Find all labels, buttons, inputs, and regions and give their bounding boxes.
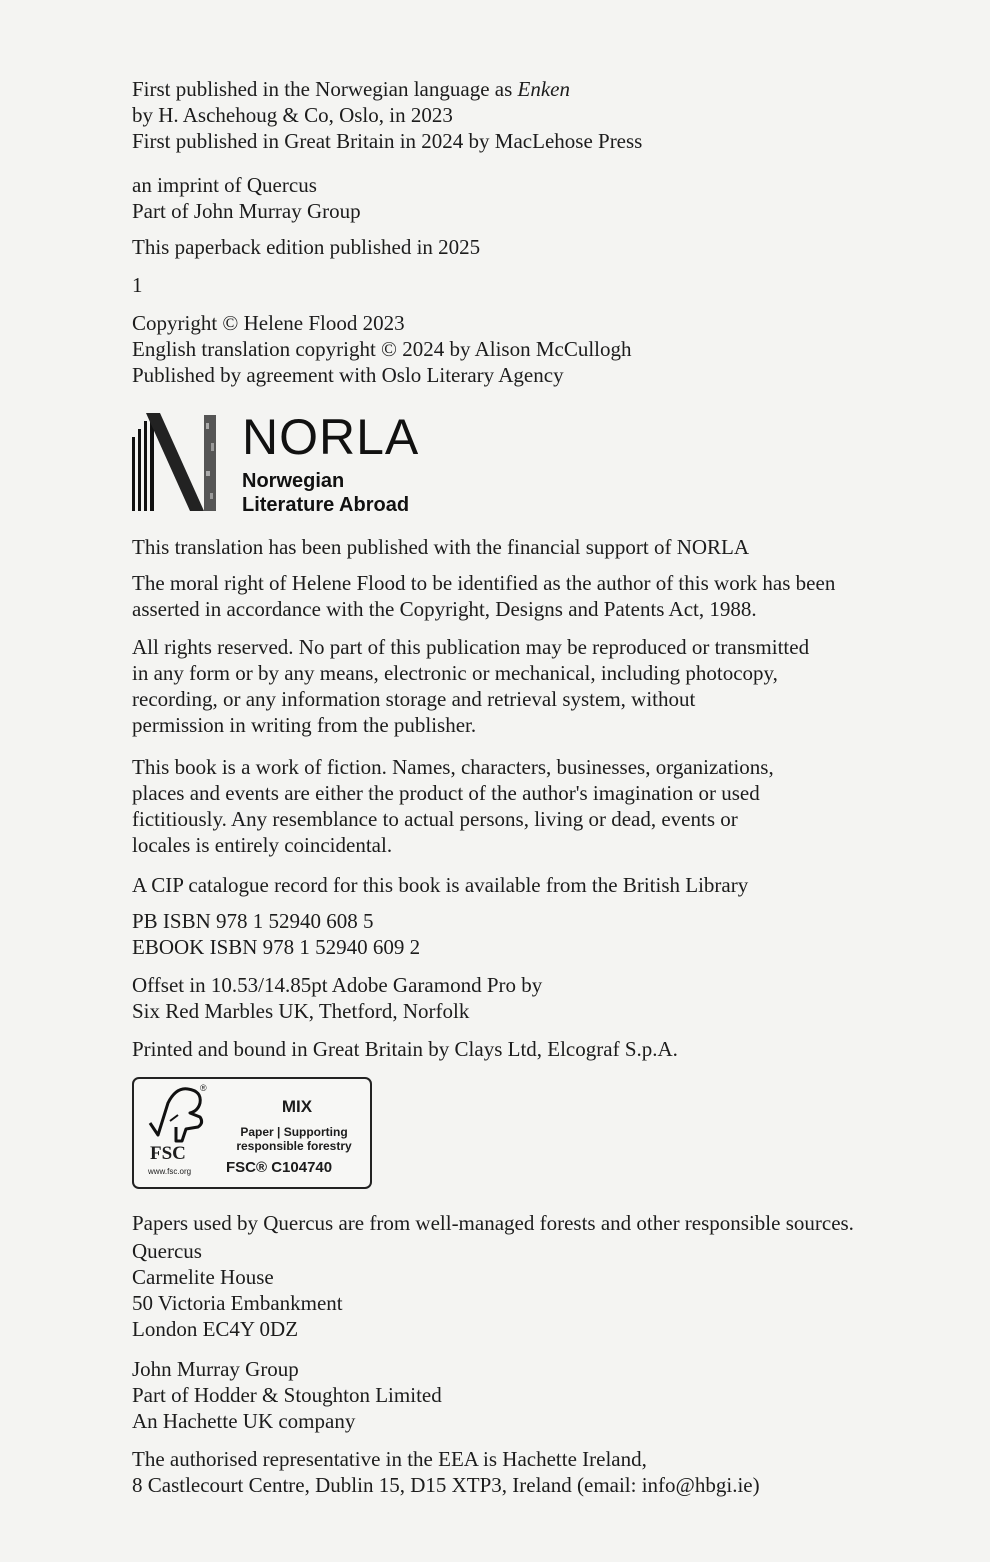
publication-line: First published in Great Britain in 2024 by MacLehose Press [132, 129, 643, 153]
norla-logo [132, 409, 432, 516]
translation-support: This translation has been published with the financial support of NORLA [132, 535, 750, 559]
address-line: 50 Victoria Embankment [132, 1291, 343, 1315]
eea-line: 8 Castlecourt Centre, Dublin 15, D15 XTP3, Ireland (email: info@hbgi.ie) [132, 1473, 760, 1497]
copyright-line: Copyright © Helene Flood 2023 [132, 311, 405, 335]
address-line: Quercus [132, 1239, 202, 1263]
printed-notice: Printed and bound in Great Britain by Clays Ltd, Elcograf S.p.A. [132, 1037, 678, 1061]
moral-right-line: asserted in accordance with the Copyright, Designs and Patents Act, 1988. [132, 597, 757, 621]
copyright-notice [132, 310, 632, 388]
rights-line: recording, or any information storage and retrieval system, without [132, 687, 696, 711]
fsc-label: FSC [150, 1143, 186, 1164]
imprint-line: Part of John Murray Group [132, 199, 361, 223]
fiction-line: This book is a work of fiction. Names, characters, businesses, organizations, [132, 755, 774, 779]
fsc-registered-mark: ® [200, 1083, 207, 1093]
cip-notice: A CIP catalogue record for this book is available from the British Library [132, 873, 749, 897]
fsc-description-line: Paper | Supporting [240, 1125, 348, 1139]
fsc-description [224, 1125, 364, 1153]
papers-notice: Papers used by Quercus are from well-managed forests and other responsible sources. [132, 1211, 854, 1235]
rights-line: All rights reserved. No part of this publication may be reproduced or transmitted [132, 635, 810, 659]
rights-reserved [132, 634, 809, 738]
original-title: Enken [517, 77, 570, 101]
group-info [132, 1356, 442, 1434]
fsc-code: FSC® C104740 [226, 1159, 333, 1176]
rights-line: permission in writing from the publisher. [132, 713, 477, 737]
quercus-address [132, 1238, 343, 1342]
isbn-line: PB ISBN 978 1 52940 608 5 [132, 909, 374, 933]
imprint [132, 172, 361, 224]
copyright-line: Published by agreement with Oslo Literary Agency [132, 363, 564, 387]
fiction-line: locales is entirely coincidental. [132, 833, 393, 857]
fsc-description-line: responsible forestry [236, 1139, 352, 1153]
fiction-line: fictitiously. Any resemblance to actual persons, living or dead, events or [132, 807, 738, 831]
group-line: An Hachette UK company [132, 1409, 356, 1433]
address-line: London EC4Y 0DZ [132, 1317, 299, 1341]
norla-wordmark: NORLA [242, 409, 420, 465]
eea-line: The authorised representative in the EEA is Hachette Ireland, [132, 1447, 647, 1471]
printing-number: 1 [132, 273, 143, 297]
group-line: Part of Hodder & Stoughton Limited [132, 1383, 442, 1407]
isbn-line: EBOOK ISBN 978 1 52940 609 2 [132, 935, 421, 959]
moral-right [132, 570, 835, 622]
publication-line: by H. Aschehoug & Co, Oslo, in 2023 [132, 103, 453, 127]
fiction-line: places and events are either the product of the author's imagination or used [132, 781, 760, 805]
publication-line: First published in the Norwegian language as [132, 77, 518, 101]
fsc-logo [132, 1077, 372, 1189]
moral-right-line: The moral right of Helene Flood to be identified as the author of this work has been [132, 571, 836, 595]
publication-history [132, 76, 642, 154]
group-line: John Murray Group [132, 1357, 299, 1381]
norla-subtitle-line: Literature Abroad [242, 494, 410, 516]
eea-representative [132, 1446, 760, 1498]
norla-subtitle [242, 469, 409, 517]
norla-n-icon [132, 413, 222, 513]
typeset-line: Six Red Marbles UK, Thetford, Norfolk [132, 999, 470, 1023]
edition-notice: This paperback edition published in 2025 [132, 235, 481, 259]
fsc-website: www.fsc.org [148, 1167, 192, 1176]
fsc-mix: MIX [281, 1097, 313, 1116]
norla-subtitle-line: Norwegian [242, 470, 345, 492]
copyright-line: English translation copyright © 2024 by Alison McCullogh [132, 337, 632, 361]
imprint-line: an imprint of Quercus [132, 173, 317, 197]
rights-line: in any form or by any means, electronic or mechanical, including photocopy, [132, 661, 778, 685]
address-line: Carmelite House [132, 1265, 274, 1289]
fiction-notice [132, 754, 774, 858]
typeset-notice [132, 972, 542, 1024]
isbn-list [132, 908, 420, 960]
typeset-line: Offset in 10.53/14.85pt Adobe Garamond Pro by [132, 973, 543, 997]
